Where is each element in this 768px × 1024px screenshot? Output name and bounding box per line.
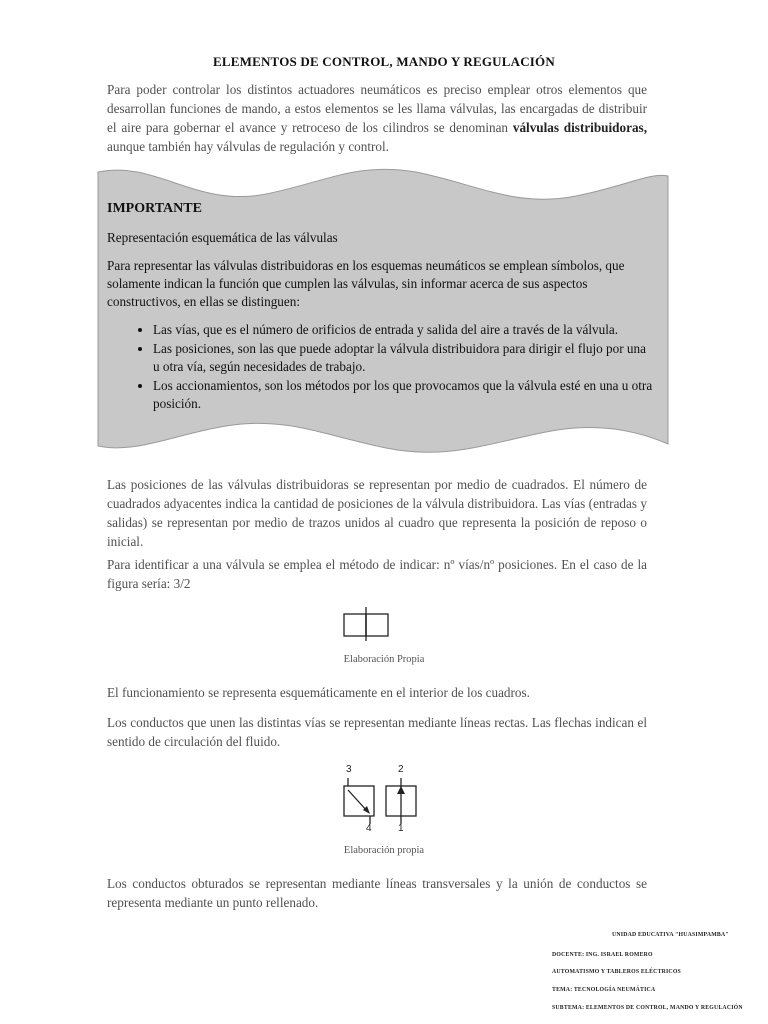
port-label-3: 3	[346, 764, 352, 775]
important-subtitle: Representación esquemática de las válvulas	[107, 230, 338, 245]
obstructed-paragraph: Los conductos obturados se representan mediante líneas transversales y la unión de conductos se representa mediante un punto rellenado.	[107, 876, 647, 910]
important-paragraph: Para representar las válvulas distribuidoras en los esquemas neumáticos se emplean símbolos, que solamente indican la función que cumplen las válvulas, sin informar acerca de sus aspectos constructivos, en ellas se distinguen:	[107, 258, 625, 309]
important-heading: IMPORTANTE	[107, 201, 202, 216]
port-label-4: 4	[366, 823, 372, 834]
important-box	[107, 200, 655, 414]
port-label-1: 1	[398, 823, 404, 834]
important-bullet-list	[107, 321, 655, 413]
footer-subtopic: SUBTEMA: ELEMENTOS DE CONTROL, MANDO Y REGULACIÓN	[552, 1005, 743, 1011]
bullet-item: • Las posiciones, son las que puede adoptar la válvula distribuidora para dirigir el flujo por una u otra vía, según necesidades de trabajo.	[153, 340, 655, 376]
conduits-paragraph: Los conductos que unen las distintas vías se representan mediante líneas rectas. Las flechas indican el sentido de circulación del fluido.	[107, 715, 647, 749]
bullet-item: • Las vías, que es el número de orificios de entrada y salida del aire a través de la válvula.	[153, 321, 655, 339]
valve-diagram-1	[338, 604, 394, 644]
footer-topic: TEMA: TECNOLOGÍA NEUMÁTICA	[552, 987, 656, 993]
footer-subject: AUTOMATISMO Y TABLEROS ELÉCTRICOS	[552, 969, 681, 975]
footer-school: UNIDAD EDUCATIVA "HUASIMPAMBA"	[612, 932, 729, 938]
figure-caption-1: Elaboración Propia	[343, 654, 425, 665]
figure-caption-2: Elaboración propia	[343, 845, 425, 856]
footer-teacher: DOCENTE: ING. ISRAEL ROMERO	[552, 952, 653, 958]
page-title: ELEMENTOS DE CONTROL, MANDO Y REGULACIÓN	[213, 54, 555, 69]
intro-paragraph	[107, 80, 647, 156]
identify-paragraph: Para identificar a una válvula se emplea el método de indicar: nº vías/nº posiciones. En el caso de la figura sería: 3/2	[107, 557, 647, 591]
intro-bold-term: válvulas distribuidoras,	[512, 120, 647, 135]
intro-tail: aunque también hay válvulas de regulación y control.	[107, 139, 389, 154]
positions-paragraph: Las posiciones de las válvulas distribuidoras se representan por medio de cuadrados. El número de cuadrados adyacentes indica la cantidad de posiciones de la válvula distribuidora. Las vías (entradas y salidas) se representan por medio de trazos unidos al cuadro que representa la posición de reposo o inicial.	[107, 477, 647, 549]
intro-text: Para poder controlar los distintos actuadores neumáticos es preciso emplear otros elementos que desarrollan funciones de mando, a estos elementos se les llama válvulas, las encargadas de distribuir el aire para gobernar el avance y retroceso de los cilindros se denominan	[107, 82, 647, 135]
valve-diagram-2	[336, 764, 426, 838]
function-paragraph: El funcionamiento se representa esquemáticamente en el interior de los cuadros.	[107, 685, 530, 700]
bullet-item: • Los accionamientos, son los métodos por los que provocamos que la válvula esté en una u otra posición.	[153, 377, 655, 413]
port-label-2: 2	[398, 764, 404, 775]
